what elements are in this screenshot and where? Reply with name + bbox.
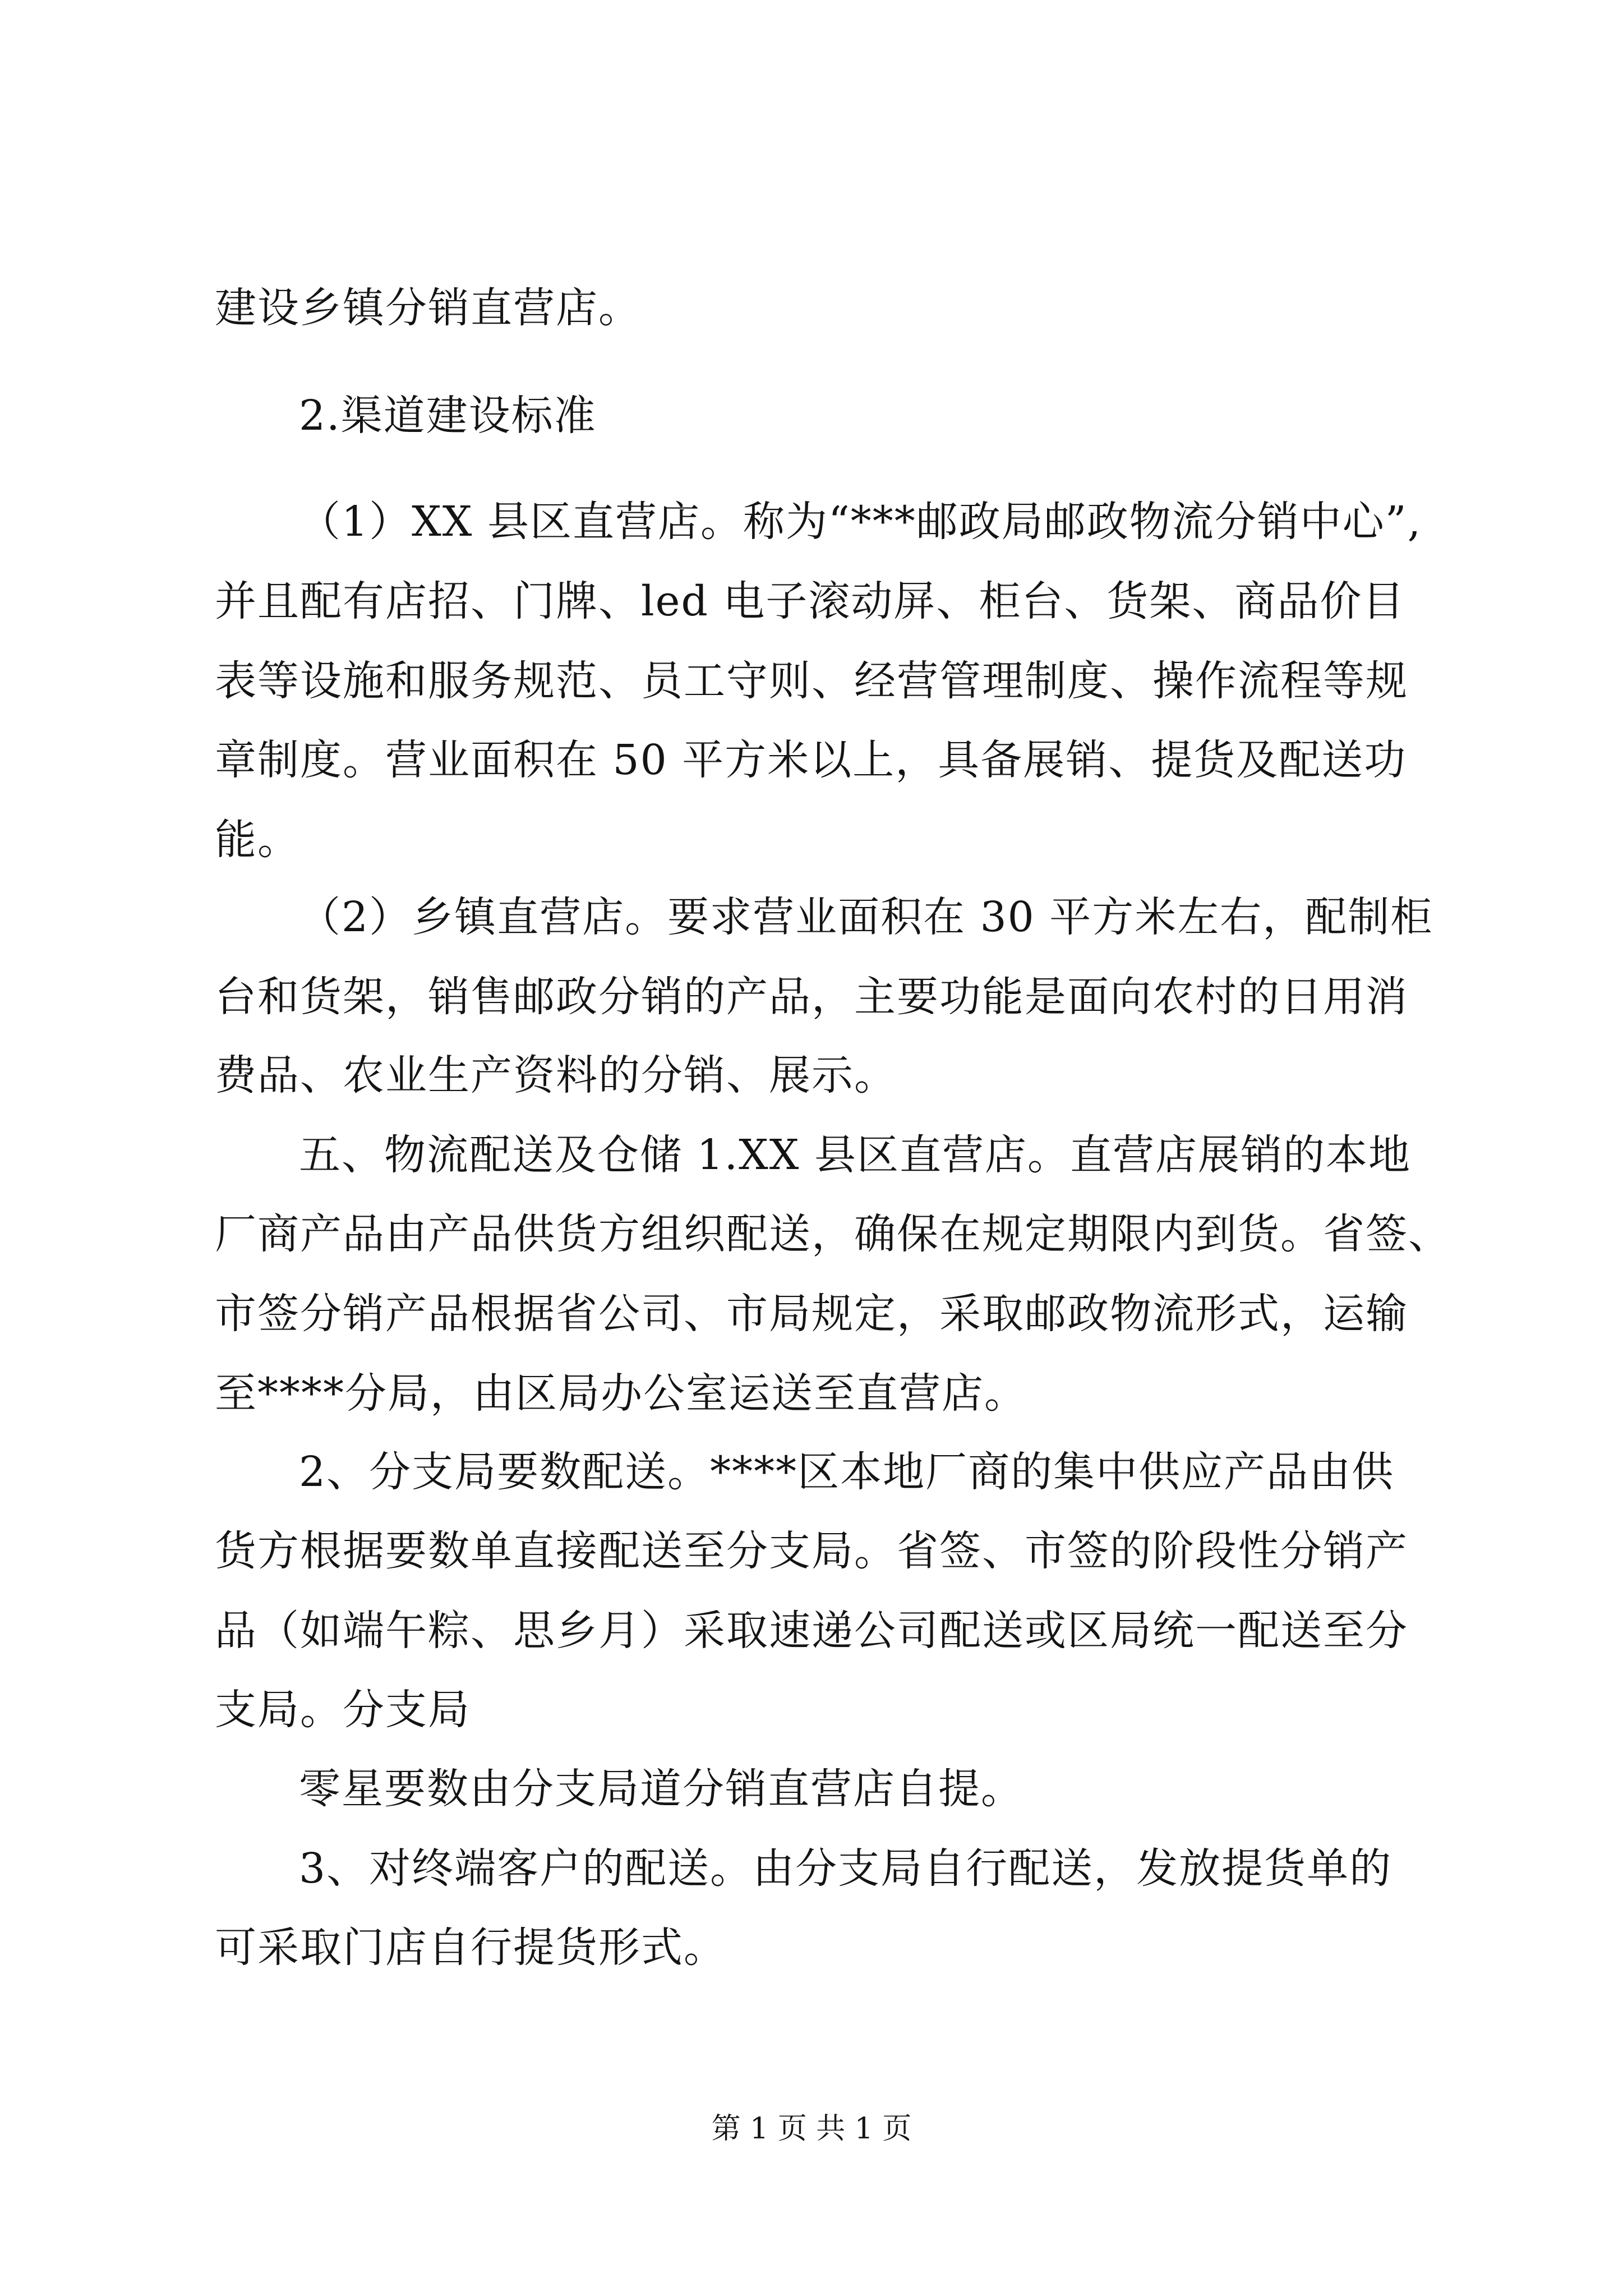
text-line: 费品、农业生产资料的分销、展示。 <box>215 1051 897 1099</box>
text-line: 零星要数由分支局道分销直营店自提。 <box>299 1765 1023 1813</box>
text-line: 建设乡镇分销直营店。 <box>215 284 641 332</box>
section-heading: 五、物流配送及仓储 1.XX 县区直营店。直营店展销的本地 <box>299 1131 1412 1179</box>
page-footer: 第 1 页 共 1 页 <box>711 2112 912 2146</box>
text-line: （2）乡镇直营店。要求营业面积在 30 平方米左右，配制柜 <box>299 893 1433 941</box>
section-heading: 2.渠道建设标准 <box>299 392 597 440</box>
text-line: 支局。分支局 <box>215 1686 471 1734</box>
text-line: 至****分局，由区局办公室运送至直营店。 <box>215 1369 1027 1418</box>
text-line: 品（如端午粽、思乡月）采取速递公司配送或区局统一配送至分 <box>215 1607 1408 1655</box>
text-line: 3、对终端客户的配送。由分支局自行配送，发放提货单的 <box>299 1844 1393 1893</box>
text-line: 能。 <box>215 816 300 864</box>
text-line: 表等设施和服务规范、员工守则、经营管理制度、操作流程等规 <box>215 657 1408 705</box>
text-line: 并且配有店招、门牌、led 电子滚动屏、柜台、货架、商品价目 <box>215 577 1405 625</box>
text-line: 章制度。营业面积在 50 平方米以上，具备展销、提货及配送功 <box>215 736 1407 784</box>
text-line: （1）XX 县区直营店。称为“***邮政局邮政物流分销中心”, <box>299 498 1422 546</box>
text-line: 货方根据要数单直接配送至分支局。省签、市签的阶段性分销产 <box>215 1527 1408 1575</box>
text-line: 2、分支局要数配送。****区本地厂商的集中供应产品由供 <box>299 1448 1395 1496</box>
text-line: 台和货架，销售邮政分销的产品，主要功能是面向农村的日用消 <box>215 973 1408 1021</box>
text-line: 可采取门店自行提货形式。 <box>215 1924 726 1972</box>
text-line: 市签分销产品根据省公司、市局规定，采取邮政物流形式，运输 <box>215 1290 1408 1338</box>
text-line: 厂商产品由产品供货方组织配送，确保在规定期限内到货。省签、 <box>215 1210 1451 1258</box>
